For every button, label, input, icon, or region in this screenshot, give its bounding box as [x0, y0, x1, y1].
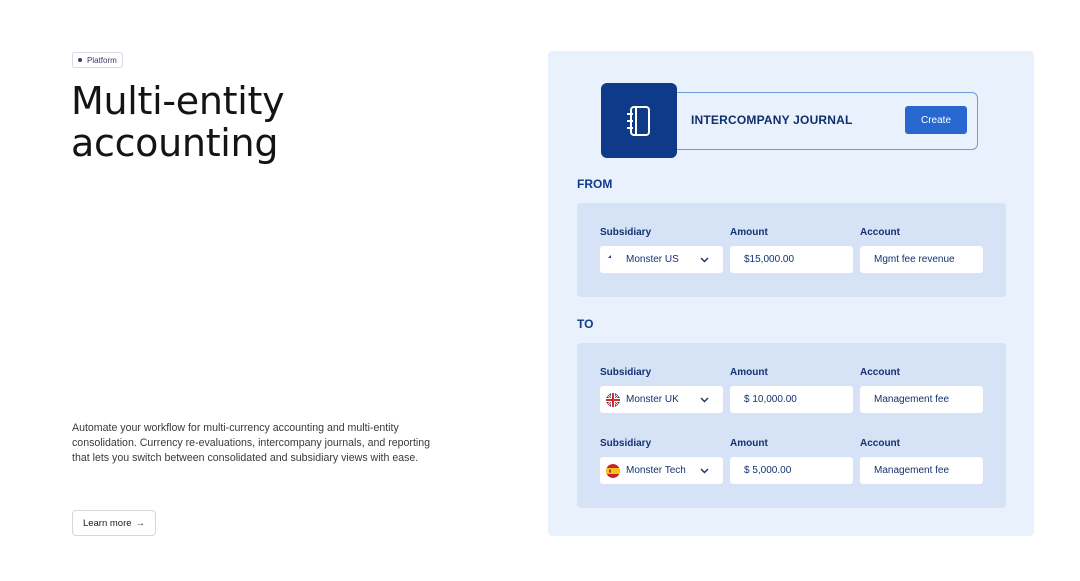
to-account-value-2: Management fee [874, 465, 950, 476]
from-amount-field[interactable] [730, 246, 853, 273]
from-amount-header: Amount [730, 227, 768, 238]
from-subsidiary-select[interactable] [600, 246, 723, 273]
to-subsidiary-header-2: Subsidiary [600, 438, 652, 449]
to-account-header: Account [860, 367, 900, 378]
to-subsidiary-select-1[interactable] [600, 386, 723, 413]
chevron-down-icon [700, 466, 709, 477]
chevron-down-icon [700, 255, 709, 266]
from-subsidiary-header: Subsidiary [600, 227, 652, 238]
notebook-icon [601, 83, 677, 158]
to-subsidiary-select-2[interactable] [600, 457, 723, 484]
to-label: TO [577, 317, 594, 331]
arrow-right-icon: → [135, 517, 146, 529]
platform-tag [72, 52, 123, 68]
page-title: Multi-entity accounting [71, 79, 285, 165]
to-account-field-1[interactable] [860, 386, 983, 413]
to-subsidiary-value-2: Monster Tech [626, 465, 686, 476]
to-amount-value-1: $ 10,000.00 [744, 394, 797, 405]
spain-flag-icon [606, 464, 620, 478]
description: Automate your workflow for multi-currency accounting and multi-entity consolidation. Currency re-evaluations, intercompany journals, and reporting that lets you switch between consolidated and subsidiary views with ease. [72, 422, 431, 464]
to-account-field-2[interactable] [860, 457, 983, 484]
to-amount-value-2: $ 5,000.00 [744, 465, 792, 476]
from-account-value: Mgmt fee revenue [874, 254, 955, 265]
to-amount-header-2: Amount [730, 438, 768, 449]
to-amount-header: Amount [730, 367, 768, 378]
journal-title: INTERCOMPANY JOURNAL [691, 113, 853, 127]
to-account-value-1: Management fee [874, 394, 950, 405]
learn-more-label: Learn more [82, 517, 132, 529]
tag-label: Platform [87, 55, 117, 65]
learn-more-button[interactable] [72, 510, 156, 536]
to-subsidiary-value-1: Monster UK [626, 394, 679, 405]
create-button[interactable]: Create [905, 106, 967, 134]
to-amount-field-2[interactable] [730, 457, 853, 484]
from-account-header: Account [860, 227, 900, 238]
us-flag-icon [606, 253, 620, 267]
from-account-field[interactable] [860, 246, 983, 273]
from-subsidiary-value: Monster US [626, 254, 679, 265]
chevron-down-icon [700, 395, 709, 406]
from-amount-value: $15,000.00 [744, 254, 795, 265]
to-amount-field-1[interactable] [730, 386, 853, 413]
to-subsidiary-header: Subsidiary [600, 367, 652, 378]
uk-flag-icon [606, 393, 620, 407]
tag-dot [78, 58, 82, 62]
to-account-header-2: Account [860, 438, 900, 449]
from-label: FROM [577, 177, 613, 191]
